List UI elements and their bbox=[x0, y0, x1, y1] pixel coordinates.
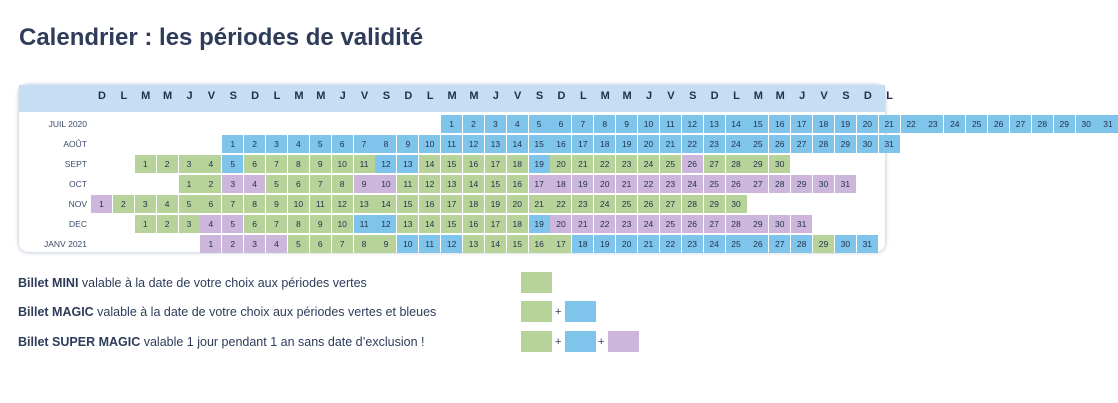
ticket-description: valable à la date de votre choix aux périodes vertes et bleues bbox=[93, 305, 437, 319]
ticket-name: Billet MAGIC bbox=[18, 305, 94, 319]
day-cell: 16 bbox=[463, 215, 484, 233]
day-cell: 9 bbox=[310, 215, 331, 233]
day-cell: 11 bbox=[354, 155, 375, 173]
month-label: JUIL 2020 bbox=[48, 119, 87, 129]
day-cell: 9 bbox=[310, 155, 331, 173]
weekday-label: S bbox=[535, 90, 544, 102]
day-cell: 4 bbox=[507, 115, 528, 133]
day-cell: 8 bbox=[594, 115, 615, 133]
day-cell: 2 bbox=[222, 235, 243, 253]
weekday-label: M bbox=[141, 90, 151, 102]
day-cell: 6 bbox=[244, 155, 265, 173]
day-cell: 28 bbox=[1032, 115, 1053, 133]
day-cell: 16 bbox=[769, 115, 790, 133]
day-cell: 30 bbox=[835, 235, 856, 253]
day-cell: 28 bbox=[813, 135, 834, 153]
day-cell: 15 bbox=[441, 215, 462, 233]
day-cell: 8 bbox=[332, 175, 353, 193]
day-cell: 23 bbox=[616, 215, 637, 233]
day-cell: 20 bbox=[616, 235, 637, 253]
day-cell: 25 bbox=[704, 175, 725, 193]
day-cell: 21 bbox=[572, 215, 593, 233]
day-cell: 1 bbox=[222, 135, 243, 153]
weekday-label: D bbox=[710, 90, 719, 102]
day-cell: 3 bbox=[135, 195, 156, 213]
color-swatch-green bbox=[521, 272, 552, 293]
day-cell: 5 bbox=[266, 175, 287, 193]
color-swatch-green bbox=[521, 331, 552, 352]
day-cell: 27 bbox=[747, 175, 768, 193]
day-cell: 26 bbox=[769, 135, 790, 153]
day-cell: 12 bbox=[375, 155, 396, 173]
weekday-label: S bbox=[842, 90, 850, 102]
day-cell: 17 bbox=[550, 235, 571, 253]
day-cell: 10 bbox=[288, 195, 309, 213]
day-cell: 12 bbox=[419, 175, 440, 193]
weekday-label: J bbox=[799, 90, 806, 102]
day-cell: 17 bbox=[791, 115, 812, 133]
weekday-label: V bbox=[820, 90, 828, 102]
day-cell: 26 bbox=[638, 195, 659, 213]
day-cell: 8 bbox=[244, 195, 265, 213]
day-cell: 13 bbox=[354, 195, 375, 213]
weekday-label: V bbox=[667, 90, 675, 102]
day-cell: 18 bbox=[463, 195, 484, 213]
day-cell: 11 bbox=[354, 215, 375, 233]
ticket-description: valable à la date de votre choix aux périodes vertes bbox=[78, 276, 367, 290]
day-cell: 14 bbox=[375, 195, 396, 213]
day-cell: 22 bbox=[682, 135, 703, 153]
day-cell: 11 bbox=[441, 135, 462, 153]
weekday-label: L bbox=[886, 90, 894, 102]
day-cell: 31 bbox=[879, 135, 900, 153]
day-cell: 7 bbox=[266, 215, 287, 233]
weekday-label: M bbox=[775, 90, 785, 102]
day-cell: 3 bbox=[179, 215, 200, 233]
day-cell: 20 bbox=[857, 115, 878, 133]
day-cell: 3 bbox=[244, 235, 265, 253]
day-cell: 30 bbox=[1076, 115, 1097, 133]
day-cell: 18 bbox=[507, 155, 528, 173]
day-cell: 23 bbox=[660, 175, 681, 193]
day-cell: 2 bbox=[113, 195, 134, 213]
legend-label bbox=[18, 335, 424, 349]
plus-sign: + bbox=[555, 306, 562, 318]
weekday-label: L bbox=[273, 90, 281, 102]
day-cell: 31 bbox=[857, 235, 878, 253]
legend-label bbox=[18, 305, 436, 319]
day-cell: 19 bbox=[572, 175, 593, 193]
day-cell: 7 bbox=[332, 235, 353, 253]
day-cell: 25 bbox=[660, 155, 681, 173]
day-cell: 13 bbox=[704, 115, 725, 133]
color-swatch-purple bbox=[608, 331, 639, 352]
day-cell: 6 bbox=[288, 175, 309, 193]
day-cell: 27 bbox=[704, 215, 725, 233]
day-cell: 3 bbox=[485, 115, 506, 133]
day-cell: 1 bbox=[441, 115, 462, 133]
plus-sign: + bbox=[598, 336, 605, 348]
day-cell: 2 bbox=[244, 135, 265, 153]
day-cell: 22 bbox=[638, 175, 659, 193]
day-cell: 10 bbox=[332, 155, 353, 173]
day-cell: 12 bbox=[332, 195, 353, 213]
day-cell: 9 bbox=[616, 115, 637, 133]
day-cell: 30 bbox=[769, 155, 790, 173]
weekday-label: M bbox=[316, 90, 326, 102]
day-cell: 16 bbox=[463, 155, 484, 173]
day-cell: 9 bbox=[397, 135, 418, 153]
day-cell: 4 bbox=[200, 215, 221, 233]
day-cell: 4 bbox=[288, 135, 309, 153]
day-cell: 25 bbox=[616, 195, 637, 213]
month-label: JANV 2021 bbox=[44, 239, 87, 249]
day-cell: 5 bbox=[529, 115, 550, 133]
day-cell: 19 bbox=[835, 115, 856, 133]
day-cell: 7 bbox=[266, 155, 287, 173]
weekday-label: M bbox=[753, 90, 763, 102]
day-cell: 6 bbox=[550, 115, 571, 133]
day-cell: 4 bbox=[157, 195, 178, 213]
day-cell: 7 bbox=[572, 115, 593, 133]
day-cell: 10 bbox=[332, 215, 353, 233]
day-cell: 23 bbox=[704, 135, 725, 153]
day-cell: 18 bbox=[572, 235, 593, 253]
day-cell: 30 bbox=[813, 175, 834, 193]
day-cell: 17 bbox=[441, 195, 462, 213]
day-cell: 5 bbox=[222, 155, 243, 173]
day-cell: 5 bbox=[222, 215, 243, 233]
day-cell: 25 bbox=[660, 215, 681, 233]
day-cell: 11 bbox=[419, 235, 440, 253]
day-cell: 24 bbox=[594, 195, 615, 213]
day-cell: 14 bbox=[419, 215, 440, 233]
weekday-label: S bbox=[689, 90, 697, 102]
day-cell: 4 bbox=[200, 155, 221, 173]
weekday-label: M bbox=[600, 90, 610, 102]
day-cell: 9 bbox=[266, 195, 287, 213]
validity-calendar bbox=[19, 85, 1113, 252]
day-cell: 16 bbox=[419, 195, 440, 213]
weekday-label: D bbox=[98, 90, 106, 102]
color-swatch-blue bbox=[565, 331, 596, 352]
day-cell: 10 bbox=[375, 175, 396, 193]
day-cell: 25 bbox=[726, 235, 747, 253]
day-cell: 22 bbox=[901, 115, 922, 133]
day-cell: 24 bbox=[704, 235, 725, 253]
day-cell: 23 bbox=[572, 195, 593, 213]
day-cell: 27 bbox=[769, 235, 790, 253]
day-cell: 22 bbox=[594, 155, 615, 173]
weekday-label: M bbox=[447, 90, 457, 102]
day-cell: 16 bbox=[507, 175, 528, 193]
day-cell: 8 bbox=[288, 155, 309, 173]
day-cell: 28 bbox=[682, 195, 703, 213]
day-cell: 5 bbox=[310, 135, 331, 153]
day-cell: 27 bbox=[1010, 115, 1031, 133]
day-cell: 29 bbox=[704, 195, 725, 213]
day-cell: 28 bbox=[726, 155, 747, 173]
day-cell: 6 bbox=[332, 135, 353, 153]
day-cell: 25 bbox=[966, 115, 987, 133]
day-cell: 19 bbox=[529, 155, 550, 173]
day-cell: 9 bbox=[354, 175, 375, 193]
day-cell: 8 bbox=[375, 135, 396, 153]
day-cell: 27 bbox=[791, 135, 812, 153]
day-cell: 20 bbox=[594, 175, 615, 193]
day-cell: 6 bbox=[310, 235, 331, 253]
plus-sign: + bbox=[555, 336, 562, 348]
weekday-label: L bbox=[120, 90, 128, 102]
day-cell: 19 bbox=[485, 195, 506, 213]
day-cell: 4 bbox=[266, 235, 287, 253]
color-swatch-blue bbox=[565, 301, 596, 322]
weekday-label: D bbox=[404, 90, 413, 102]
day-cell: 31 bbox=[1097, 115, 1118, 133]
day-cell: 21 bbox=[529, 195, 550, 213]
day-cell: 1 bbox=[200, 235, 221, 253]
day-cell: 7 bbox=[222, 195, 243, 213]
day-cell: 17 bbox=[485, 155, 506, 173]
day-cell: 6 bbox=[244, 215, 265, 233]
weekday-label: J bbox=[645, 90, 653, 102]
day-cell: 13 bbox=[441, 175, 462, 193]
month-label: NOV bbox=[68, 199, 87, 209]
day-cell: 21 bbox=[572, 155, 593, 173]
day-cell: 13 bbox=[397, 215, 418, 233]
page-title: Calendrier : les périodes de validité bbox=[19, 24, 424, 51]
weekday-label: M bbox=[163, 90, 173, 102]
day-cell: 1 bbox=[135, 155, 156, 173]
day-cell: 23 bbox=[682, 235, 703, 253]
day-cell: 13 bbox=[463, 235, 484, 253]
day-cell: 4 bbox=[244, 175, 265, 193]
day-cell: 15 bbox=[529, 135, 550, 153]
ticket-description: valable 1 jour pendant 1 an sans date d’exclusion ! bbox=[140, 335, 425, 349]
day-cell: 10 bbox=[419, 135, 440, 153]
day-cell: 23 bbox=[616, 155, 637, 173]
ticket-name: Billet MINI bbox=[18, 276, 79, 290]
ticket-name: Billet SUPER MAGIC bbox=[18, 335, 141, 349]
day-cell: 3 bbox=[266, 135, 287, 153]
day-cell: 3 bbox=[179, 155, 200, 173]
day-cell: 9 bbox=[375, 235, 396, 253]
day-cell: 21 bbox=[660, 135, 681, 153]
weekday-label: S bbox=[382, 90, 391, 102]
month-label: AOÛT bbox=[63, 139, 87, 149]
day-cell: 15 bbox=[441, 155, 462, 173]
day-cell: 29 bbox=[813, 235, 834, 253]
day-cell: 28 bbox=[791, 235, 812, 253]
day-cell: 14 bbox=[485, 235, 506, 253]
day-cell: 31 bbox=[791, 215, 812, 233]
weekday-label: D bbox=[557, 90, 566, 102]
day-cell: 1 bbox=[135, 215, 156, 233]
day-cell: 19 bbox=[529, 215, 550, 233]
day-cell: 8 bbox=[288, 215, 309, 233]
day-cell: 16 bbox=[550, 135, 571, 153]
day-cell: 28 bbox=[769, 175, 790, 193]
day-cell: 26 bbox=[988, 115, 1009, 133]
day-cell: 15 bbox=[507, 235, 528, 253]
day-cell: 3 bbox=[222, 175, 243, 193]
weekday-header bbox=[19, 85, 894, 112]
day-cell: 30 bbox=[726, 195, 747, 213]
day-cell: 8 bbox=[354, 235, 375, 253]
day-cell: 2 bbox=[157, 155, 178, 173]
day-cell: 18 bbox=[507, 215, 528, 233]
weekday-label: V bbox=[207, 90, 216, 102]
day-cell: 1 bbox=[179, 175, 200, 193]
day-cell: 18 bbox=[550, 175, 571, 193]
day-cell: 21 bbox=[638, 235, 659, 253]
day-cell: 15 bbox=[747, 115, 768, 133]
day-cell: 19 bbox=[616, 135, 637, 153]
day-cell: 26 bbox=[682, 215, 703, 233]
weekday-label: D bbox=[251, 90, 260, 102]
day-cell: 17 bbox=[485, 215, 506, 233]
weekday-label: L bbox=[579, 90, 587, 102]
day-cell: 2 bbox=[463, 115, 484, 133]
day-cell: 12 bbox=[375, 215, 396, 233]
day-cell: 28 bbox=[726, 215, 747, 233]
day-cell: 11 bbox=[660, 115, 681, 133]
weekday-label: D bbox=[863, 90, 872, 102]
day-cell: 15 bbox=[485, 175, 506, 193]
day-cell: 12 bbox=[441, 235, 462, 253]
day-cell: 29 bbox=[1054, 115, 1075, 133]
day-cell: 18 bbox=[594, 135, 615, 153]
day-cell: 14 bbox=[463, 175, 484, 193]
weekday-label: V bbox=[360, 90, 369, 102]
day-cell: 7 bbox=[310, 175, 331, 193]
day-cell: 22 bbox=[550, 195, 571, 213]
day-cell: 29 bbox=[835, 135, 856, 153]
day-cell: 25 bbox=[747, 135, 768, 153]
weekday-label: M bbox=[294, 90, 304, 102]
day-cell: 22 bbox=[594, 215, 615, 233]
day-cell: 18 bbox=[813, 115, 834, 133]
day-cell: 20 bbox=[507, 195, 528, 213]
day-cell: 10 bbox=[397, 235, 418, 253]
day-cell: 29 bbox=[791, 175, 812, 193]
day-cell: 10 bbox=[638, 115, 659, 133]
day-cell: 13 bbox=[485, 135, 506, 153]
weekday-label: M bbox=[622, 90, 632, 102]
day-cell: 11 bbox=[310, 195, 331, 213]
day-cell: 30 bbox=[857, 135, 878, 153]
weekday-label: L bbox=[733, 90, 740, 102]
day-cell: 26 bbox=[682, 155, 703, 173]
day-cell: 20 bbox=[550, 215, 571, 233]
day-cell: 24 bbox=[638, 155, 659, 173]
weekday-label: V bbox=[514, 90, 522, 102]
day-cell: 14 bbox=[726, 115, 747, 133]
day-cell: 27 bbox=[704, 155, 725, 173]
day-cell: 6 bbox=[200, 195, 221, 213]
day-cell: 22 bbox=[660, 235, 681, 253]
day-cell: 1 bbox=[91, 195, 112, 213]
day-cell: 12 bbox=[682, 115, 703, 133]
day-cell: 29 bbox=[747, 155, 768, 173]
day-cell: 26 bbox=[747, 235, 768, 253]
day-cell: 15 bbox=[397, 195, 418, 213]
month-label: DEC bbox=[69, 219, 87, 229]
day-cell: 21 bbox=[616, 175, 637, 193]
weekday-label: M bbox=[469, 90, 479, 102]
day-cell: 24 bbox=[638, 215, 659, 233]
day-cell: 26 bbox=[726, 175, 747, 193]
day-cell: 17 bbox=[529, 175, 550, 193]
day-cell: 29 bbox=[747, 215, 768, 233]
day-cell: 30 bbox=[769, 215, 790, 233]
month-label: SEPT bbox=[64, 159, 87, 169]
day-cell: 20 bbox=[550, 155, 571, 173]
day-cell: 5 bbox=[179, 195, 200, 213]
day-cell: 2 bbox=[200, 175, 221, 193]
day-cell: 11 bbox=[397, 175, 418, 193]
weekday-label: J bbox=[492, 90, 499, 102]
day-cell: 19 bbox=[594, 235, 615, 253]
color-swatch-green bbox=[521, 301, 552, 322]
day-cell: 21 bbox=[879, 115, 900, 133]
month-label: OCT bbox=[69, 179, 87, 189]
day-cell: 20 bbox=[638, 135, 659, 153]
day-cell: 2 bbox=[157, 215, 178, 233]
day-cell: 5 bbox=[288, 235, 309, 253]
day-cell: 13 bbox=[397, 155, 418, 173]
day-cell: 14 bbox=[507, 135, 528, 153]
day-cell: 24 bbox=[944, 115, 965, 133]
weekday-label: J bbox=[339, 90, 346, 102]
day-cell: 7 bbox=[354, 135, 375, 153]
day-cell: 23 bbox=[922, 115, 943, 133]
day-cell: 17 bbox=[572, 135, 593, 153]
weekday-label: J bbox=[186, 90, 193, 102]
day-cell: 31 bbox=[835, 175, 856, 193]
day-cell: 27 bbox=[660, 195, 681, 213]
weekday-label: L bbox=[426, 90, 434, 102]
weekday-label: S bbox=[229, 90, 237, 102]
day-cell: 24 bbox=[726, 135, 747, 153]
day-cell: 12 bbox=[463, 135, 484, 153]
legend-label bbox=[18, 276, 367, 290]
day-cell: 14 bbox=[419, 155, 440, 173]
day-cell: 16 bbox=[529, 235, 550, 253]
day-cell: 24 bbox=[682, 175, 703, 193]
